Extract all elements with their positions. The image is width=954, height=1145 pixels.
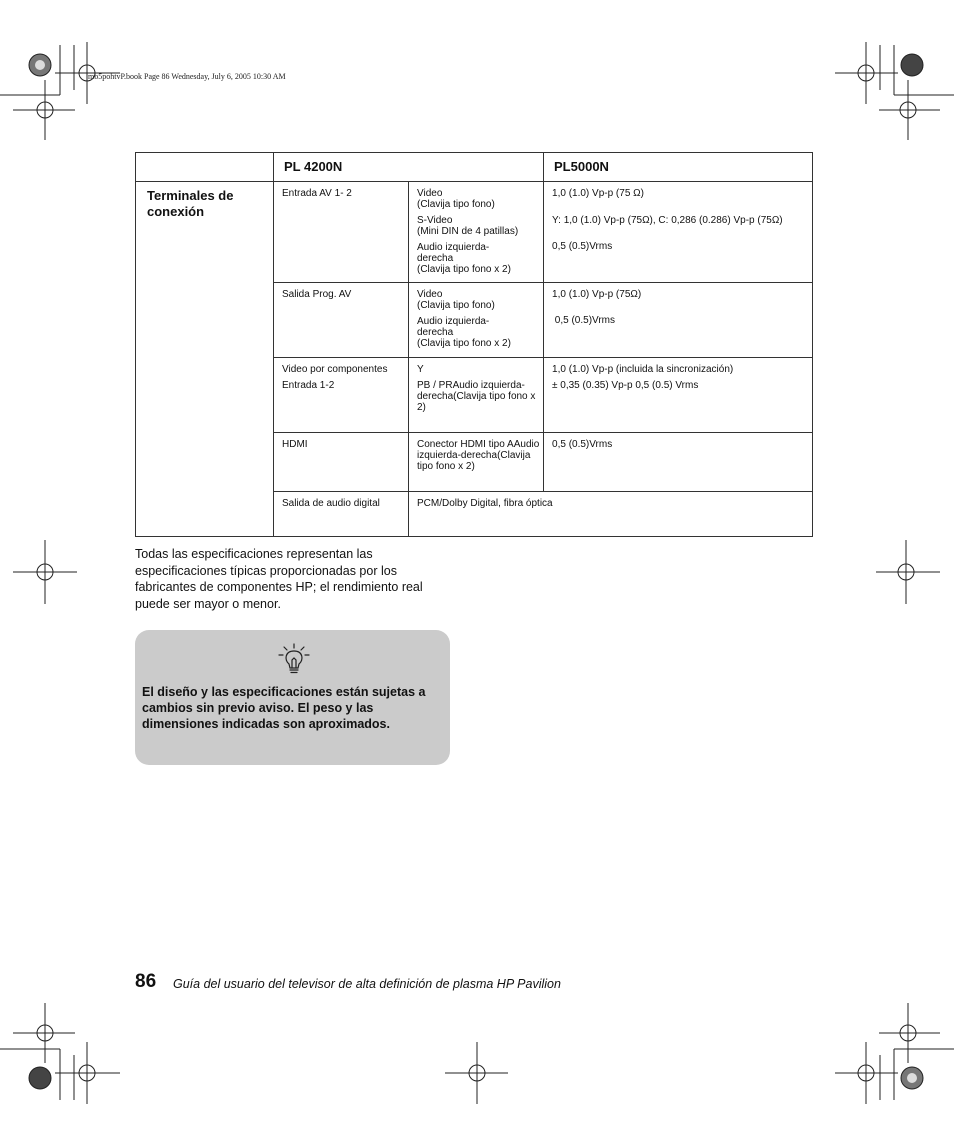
row-desc: (Clavija tipo fono x 2): [417, 391, 536, 413]
row-value: 1,0 (1.0) Vp-p (75Ω): [552, 289, 642, 300]
row-desc: Audio izquierda-: [417, 439, 540, 461]
row-value: 0,5 (0.5)Vrms: [552, 315, 615, 326]
row-value: 1,0 (1.0) Vp-p (75 Ω): [552, 188, 644, 199]
row-desc: (Clavija tipo fono x 2): [417, 264, 511, 275]
table-row: [136, 182, 813, 283]
row-desc: (Mini DIN de 4 patillas): [417, 226, 519, 237]
note-box: [135, 630, 450, 765]
row-desc: PCM/Dolby Digital, fibra óptica: [417, 498, 553, 509]
header-cell-pl5000n: PL5000N: [544, 153, 813, 182]
note-text: El diseño y las especificaciones están sujetas a cambios sin previo aviso. El peso y las dimensiones indicadas son aproximados.: [142, 685, 426, 731]
footer-title: Guía del usuario del televisor de alta definición de plasma HP Pavilion: [173, 977, 561, 991]
row-desc: Conector HDMI tipo A: [417, 439, 514, 450]
row-value: ± 0,35 (0.35) Vp-p: [552, 380, 633, 391]
row-desc: (Clavija tipo fono): [417, 300, 495, 311]
row-desc: Video: [417, 188, 443, 199]
row-desc: PB / PR: [417, 380, 453, 391]
header-cell-pl4200n: PL 4200N: [274, 153, 544, 182]
side-label: Terminales de conexión: [147, 188, 234, 219]
row-name: Entrada 1-2: [282, 380, 335, 391]
row-name: HDMI: [282, 439, 308, 450]
spec-table: [135, 152, 813, 537]
row-value: 0,5 (0.5)Vrms: [552, 241, 613, 252]
print-info-header: mb5pohtvP.book Page 86 Wednesday, July 6, 2005 10:30 AM: [88, 72, 286, 81]
page-number: 86: [135, 971, 157, 992]
row-desc: S-Video: [417, 215, 453, 226]
row-desc: (Clavija tipo fono x 2): [417, 450, 531, 472]
row-value: 0,5 (0.5) Vrms: [632, 380, 699, 391]
row-desc: Audio izquierda-: [417, 316, 490, 327]
row-desc: (Clavija tipo fono x 2): [417, 338, 511, 349]
row-desc: Y: [417, 364, 424, 375]
row-value: Y: 1,0 (1.0) Vp-p (75Ω), C: 0,286 (0.286) Vp-p (75Ω): [552, 215, 783, 226]
row-name: Salida de audio digital: [282, 498, 380, 509]
row-desc: Audio izquierda-: [452, 380, 525, 391]
header-cell-empty: [136, 153, 274, 182]
row-name: Video por componentes: [282, 364, 388, 375]
row-desc: Audio izquierda-: [417, 242, 490, 253]
side-label-cell: [136, 182, 274, 537]
row-desc: derecha: [417, 253, 454, 264]
row-desc: derecha: [417, 327, 454, 338]
row-desc: (Clavija tipo fono): [417, 199, 495, 210]
row-name: Salida Prog. AV: [282, 289, 352, 300]
table-header-row: [136, 153, 813, 182]
row-name: Entrada AV 1- 2: [282, 188, 352, 199]
row-value: 1,0 (1.0) Vp-p (incluida la sincronización): [552, 364, 734, 375]
row-value: 0,5 (0.5)Vrms: [552, 439, 613, 450]
row-desc: derecha: [417, 391, 454, 402]
row-desc: Video: [417, 289, 443, 300]
lightbulb-icon: [278, 642, 310, 676]
row-desc: derecha: [460, 450, 498, 461]
body-paragraph: Todas las especificaciones representan las especificaciones típicas proporcionadas por los fabricantes de componentes HP; el rendimiento real puede ser mayor o menor.: [135, 547, 423, 611]
